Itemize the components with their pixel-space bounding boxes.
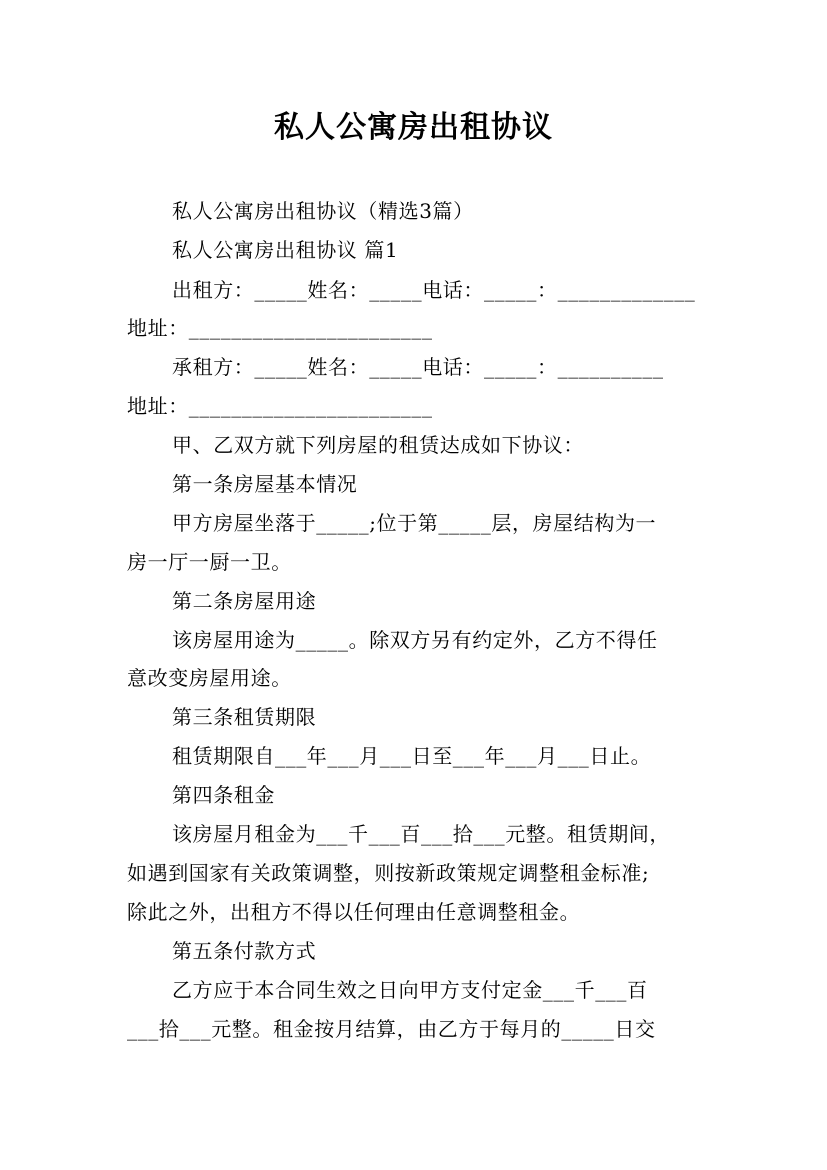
- lessor-info-line: 出租方：_____姓名：_____电话：_____：_____________: [172, 278, 696, 302]
- article-1-heading: 第一条房屋基本情况: [172, 472, 358, 496]
- article-3-text: 租赁期限自___年___月___日至___年___月___日止。: [172, 744, 652, 768]
- article-4-text-line-3: 除此之外，出租方不得以任何理由任意调整租金。: [127, 900, 581, 924]
- article-2-heading: 第二条房屋用途: [172, 589, 317, 613]
- article-5-text-line-1: 乙方应于本合同生效之日向甲方支付定金___千___百: [172, 978, 648, 1002]
- article-1-text-line-1: 甲方房屋坐落于_____;位于第_____层，房屋结构为一: [172, 511, 657, 535]
- article-4-text-line-1: 该房屋月租金为___千___百___拾___元整。租赁期间，: [172, 822, 670, 846]
- article-3-heading: 第三条租赁期限: [172, 705, 317, 729]
- lessor-address-line: 地址：_______________________: [127, 316, 433, 340]
- lessee-address-line: 地址：_______________________: [127, 394, 433, 418]
- article-5-heading: 第五条付款方式: [172, 939, 317, 963]
- section-heading-part-1: 私人公寓房出租协议 篇1: [172, 238, 399, 262]
- article-2-text-line-2: 意改变房屋用途。: [127, 666, 292, 690]
- article-5-text-line-2: ___拾___元整。租金按月结算，由乙方于每月的_____日交: [127, 1017, 656, 1041]
- article-2-text-line-1: 该房屋用途为_____。除双方另有约定外，乙方不得任: [172, 628, 658, 652]
- article-1-text-line-2: 房一厅一厨一卫。: [127, 550, 292, 574]
- article-4-text-line-2: 如遇到国家有关政策调整，则按新政策规定调整租金标准;: [127, 861, 650, 885]
- agreement-intro: 甲、乙双方就下列房屋的租赁达成如下协议：: [172, 433, 584, 457]
- article-4-heading: 第四条租金: [172, 783, 275, 807]
- document-title: 私人公寓房出租协议: [274, 110, 553, 145]
- lessee-info-line: 承租方：_____姓名：_____电话：_____：__________: [172, 355, 664, 379]
- doc-subtitle: 私人公寓房出租协议（精选3篇）: [172, 199, 474, 223]
